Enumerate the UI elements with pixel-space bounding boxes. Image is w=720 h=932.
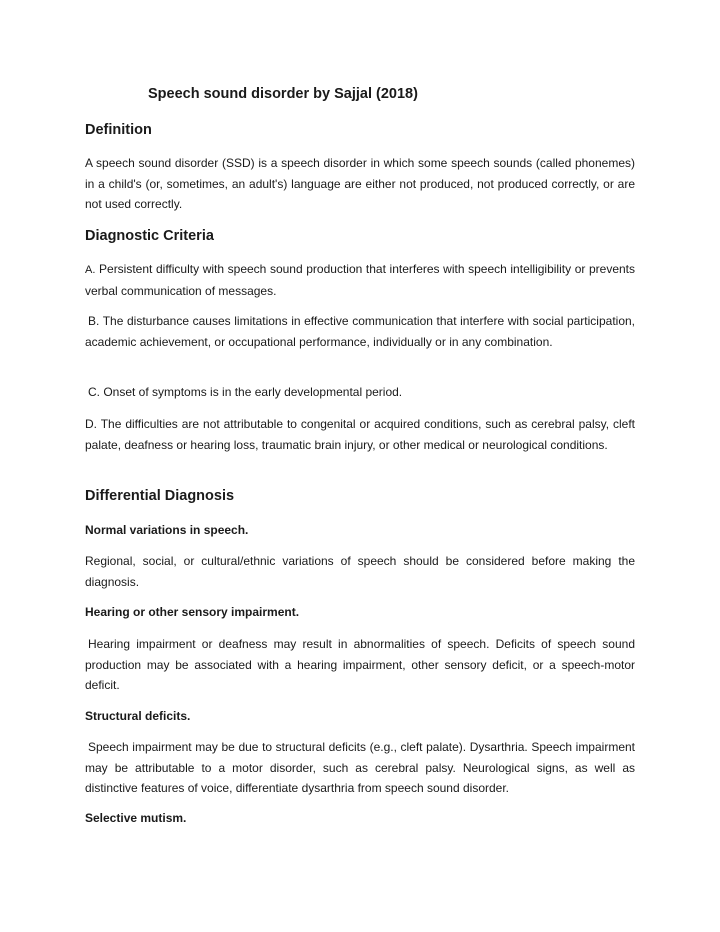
normal-variations-paragraph: Regional, social, or cultural/ethnic variations of speech should be considered before making the diagnosis.	[85, 554, 635, 589]
document-title: Speech sound disorder by Sajjal (2018)	[148, 86, 418, 102]
diagnostic-criteria-heading: Diagnostic Criteria	[85, 228, 214, 244]
hearing-impairment-subheading: Hearing or other sensory impairment.	[85, 605, 300, 619]
definition-heading: Definition	[85, 122, 152, 138]
criterion-a-text: Persistent difficulty with speech sound production that interferes with speech intelligibility or prevents verbal communication of messages.	[85, 262, 635, 298]
selective-mutism-subheading: Selective mutism.	[85, 811, 187, 825]
differential-diagnosis-heading: Differential Diagnosis	[85, 488, 235, 504]
normal-variations-subheading: Normal variations in speech.	[85, 523, 249, 537]
criterion-a-marker: A.	[85, 264, 96, 276]
criterion-d-paragraph: D. The difficulties are not attributable to congenital or acquired conditions, such as cerebral palsy, cleft palate, deafness or hearing loss, traumatic brain injury, or other medical or neurological conditions.	[85, 417, 635, 452]
structural-deficits-paragraph: Speech impairment may be due to structural deficits (e.g., cleft palate). Dysarthria. Speech impairment may be attributable to a motor disorder, such as cerebral palsy. Neurological signs, as well as distinctive features of voice, differentiate dysarthria from speech sound disorder.	[85, 740, 635, 795]
definition-paragraph: A speech sound disorder (SSD) is a speech disorder in which some speech sounds (called phonemes) in a child's (or, sometimes, an adult's) language are either not produced, not produced correctly, or are not used correctly.	[85, 156, 635, 211]
criterion-c-paragraph: C. Onset of symptoms is in the early developmental period.	[88, 385, 403, 399]
criterion-a-paragraph	[85, 259, 635, 301]
criterion-b-paragraph: B. The disturbance causes limitations in effective communication that interfere with social participation, academic achievement, or occupational performance, individually or in any combination.	[85, 314, 635, 349]
hearing-impairment-paragraph: Hearing impairment or deafness may result in abnormalities of speech. Deficits of speech sound production may be associated with a hearing impairment, other sensory deficit, or a speech-motor deficit.	[85, 637, 635, 692]
structural-deficits-subheading: Structural deficits.	[85, 709, 191, 723]
